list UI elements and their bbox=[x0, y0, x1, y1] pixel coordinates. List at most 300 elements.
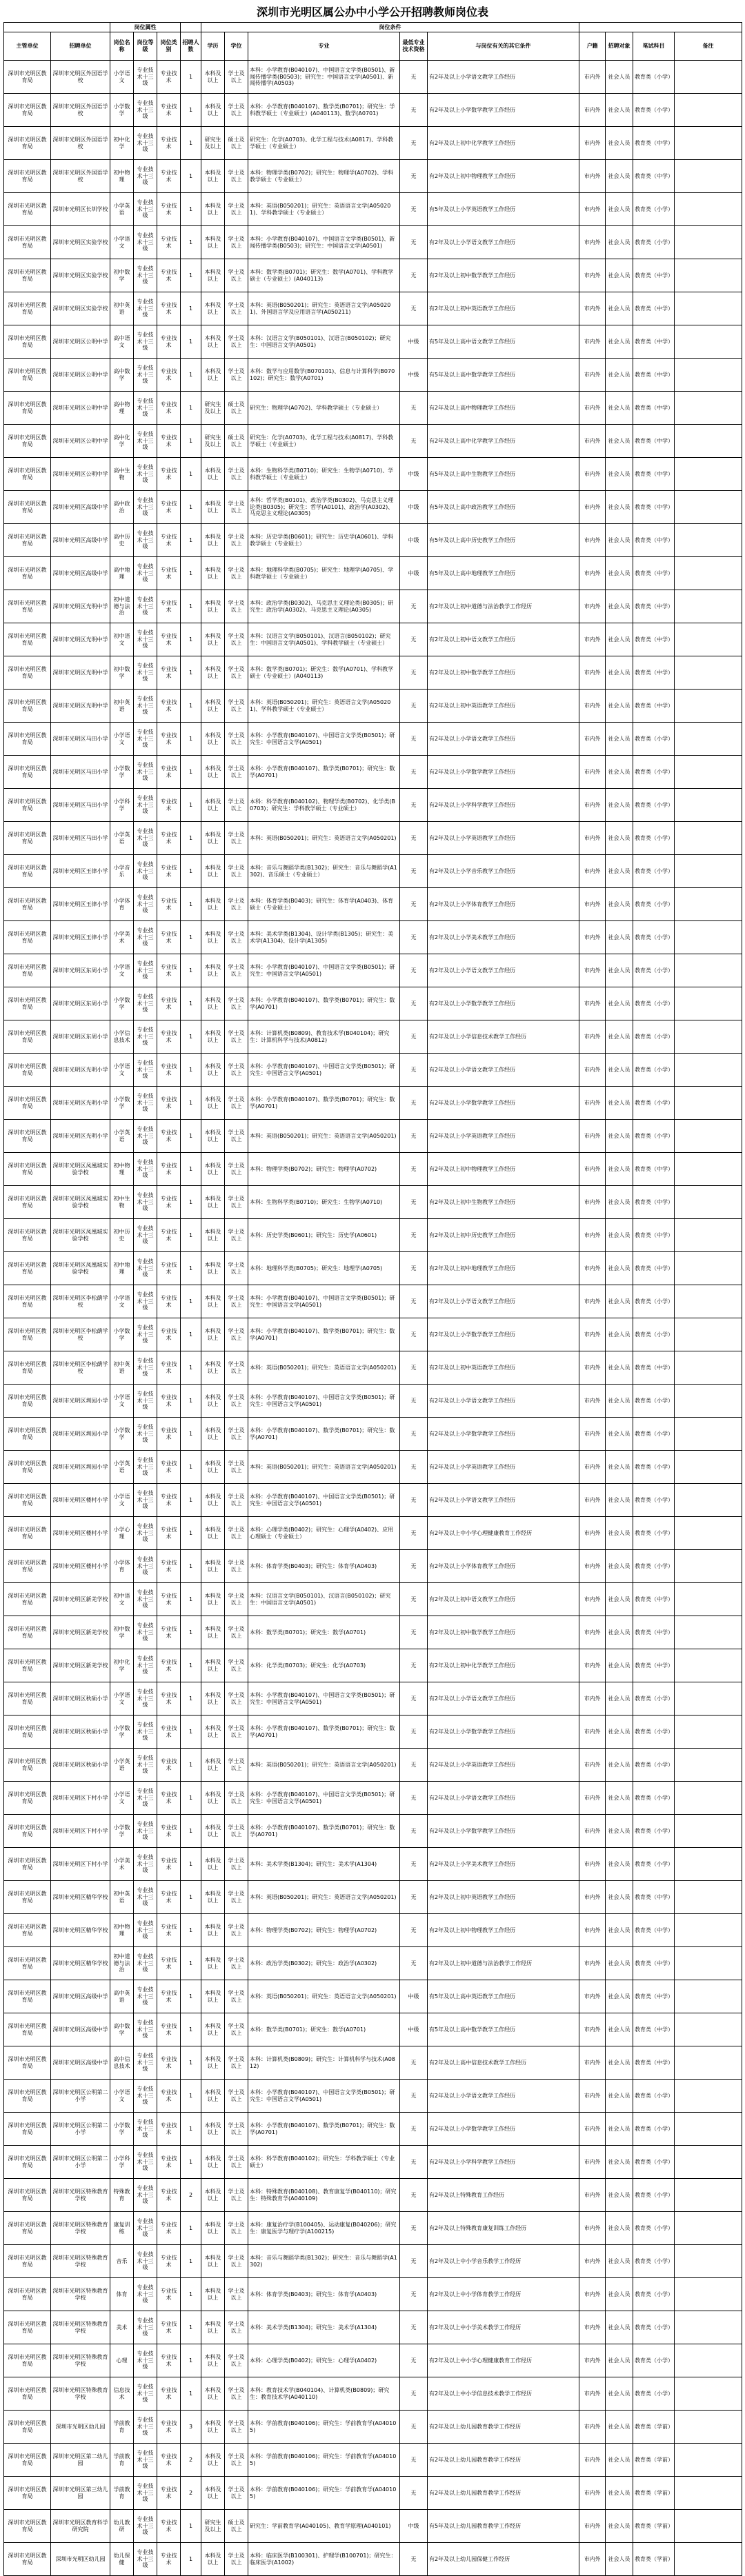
cell-target: 社会人员 bbox=[606, 2344, 633, 2377]
cell-post-name: 小学数学 bbox=[110, 1087, 134, 1120]
cell-post-level: 专业技术十三级 bbox=[134, 1583, 157, 1616]
cell-post-name: 小学音乐 bbox=[110, 855, 134, 888]
cell-post-name: 小学语文 bbox=[110, 1782, 134, 1815]
cell-post-name: 高中数学 bbox=[110, 359, 134, 392]
cell-remark bbox=[675, 2344, 742, 2377]
cell-other-cond: 有2年及以上初中物理教学工作经历 bbox=[428, 1914, 579, 1947]
cell-degree: 学士及以上 bbox=[225, 61, 248, 94]
cell-headcount: 1 bbox=[181, 1682, 201, 1715]
cell-hukou: 市内外 bbox=[579, 359, 606, 392]
cell-employer: 深圳市光明区光明中学 bbox=[51, 623, 110, 656]
cell-target: 社会人员 bbox=[606, 325, 633, 359]
cell-post-name: 幼儿保健 bbox=[110, 2543, 134, 2576]
cell-target: 社会人员 bbox=[606, 1418, 633, 1451]
cell-education: 本科及以上 bbox=[201, 987, 225, 1020]
cell-degree: 学士及以上 bbox=[225, 987, 248, 1020]
cell-title-req: 中级 bbox=[400, 491, 428, 524]
cell-title-req: 无 bbox=[400, 61, 428, 94]
cell-headcount: 2 bbox=[181, 2179, 201, 2212]
cell-degree: 学士及以上 bbox=[225, 1980, 248, 2013]
cell-remark bbox=[675, 193, 742, 226]
cell-employer: 深圳市光明区公明中学 bbox=[51, 425, 110, 458]
cell-target: 社会人员 bbox=[606, 392, 633, 425]
cell-education: 本科及以上 bbox=[201, 325, 225, 359]
cell-hukou: 市内外 bbox=[579, 1120, 606, 1153]
cell-post-name: 初中物理 bbox=[110, 1914, 134, 1947]
cell-post-name: 幼儿教研 bbox=[110, 2510, 134, 2543]
cell-post-name: 高中物理 bbox=[110, 392, 134, 425]
table-row bbox=[4, 2543, 742, 2576]
cell-dept: 深圳市光明区教育局 bbox=[4, 855, 51, 888]
cell-degree: 学士及以上 bbox=[225, 1815, 248, 1848]
cell-employer: 深圳市光明区高级中学 bbox=[51, 2046, 110, 2080]
cell-headcount: 1 bbox=[181, 2046, 201, 2080]
cell-target: 社会人员 bbox=[606, 590, 633, 623]
cell-major: 本科：小学教育(B040107)、中国语言文学类(B0501)；研究生：中国语言文学(A0501) bbox=[248, 1285, 400, 1318]
cell-hukou: 市内外 bbox=[579, 1451, 606, 1484]
cell-headcount: 1 bbox=[181, 2377, 201, 2411]
cell-post-name: 初中语文 bbox=[110, 623, 134, 656]
cell-dept: 深圳市光明区教育局 bbox=[4, 656, 51, 690]
cell-dept: 深圳市光明区教育局 bbox=[4, 1649, 51, 1682]
cell-remark bbox=[675, 1583, 742, 1616]
cell-education: 本科及以上 bbox=[201, 1782, 225, 1815]
cell-education: 本科及以上 bbox=[201, 789, 225, 822]
cell-dept: 深圳市光明区教育局 bbox=[4, 292, 51, 325]
cell-education: 本科及以上 bbox=[201, 855, 225, 888]
cell-target: 社会人员 bbox=[606, 1517, 633, 1550]
cell-hukou: 市内外 bbox=[579, 2245, 606, 2278]
cell-degree: 学士及以上 bbox=[225, 1318, 248, 1351]
cell-remark bbox=[675, 921, 742, 954]
cell-post-type: 专业技术 bbox=[157, 1020, 181, 1054]
cell-dept: 深圳市光明区教育局 bbox=[4, 1980, 51, 2013]
col-header: 招聘对象 bbox=[606, 32, 633, 61]
cell-hukou: 市内外 bbox=[579, 61, 606, 94]
cell-headcount: 1 bbox=[181, 2543, 201, 2576]
cell-major: 本科：科学教育(B040102)、物理学类(B0702)、化学类(B0703)；研究生：学科教学硕士（专业硕士） bbox=[248, 789, 400, 822]
cell-post-type: 专业技术 bbox=[157, 2510, 181, 2543]
cell-employer: 深圳市光明区高级中学 bbox=[51, 2013, 110, 2046]
cell-title-req: 无 bbox=[400, 1881, 428, 1914]
cell-major: 本科：小学教育(B040107)、数学类(B0701)；研究生：数学(A0701) bbox=[248, 1087, 400, 1120]
header-empty-left bbox=[4, 23, 110, 32]
cell-employer: 深圳市光明区下村小学 bbox=[51, 1848, 110, 1881]
col-header: 学位 bbox=[225, 32, 248, 61]
cell-post-name: 高中化学 bbox=[110, 425, 134, 458]
table-row bbox=[4, 723, 742, 756]
cell-post-type: 专业技术 bbox=[157, 325, 181, 359]
cell-dept: 深圳市光明区教育局 bbox=[4, 1285, 51, 1318]
cell-degree: 学士及以上 bbox=[225, 1715, 248, 1749]
cell-degree: 学士及以上 bbox=[225, 160, 248, 193]
cell-major: 本科：物理学类(B0702)；研究生：物理学(A0702)、学科教学硕士（专业硕士） bbox=[248, 160, 400, 193]
table-row bbox=[4, 359, 742, 392]
cell-post-name: 小学数学 bbox=[110, 1418, 134, 1451]
cell-headcount: 1 bbox=[181, 1782, 201, 1815]
table-row bbox=[4, 1583, 742, 1616]
cell-dept: 深圳市光明区教育局 bbox=[4, 1682, 51, 1715]
cell-title-req: 无 bbox=[400, 1153, 428, 1186]
cell-post-type: 专业技术 bbox=[157, 127, 181, 160]
cell-remark bbox=[675, 2013, 742, 2046]
cell-remark bbox=[675, 1351, 742, 1385]
cell-headcount: 1 bbox=[181, 1054, 201, 1087]
cell-exam-subject: 教育类（小学） bbox=[633, 1020, 675, 1054]
cell-other-cond: 有2年及以上初中语文教学工作经历 bbox=[428, 1583, 579, 1616]
cell-other-cond: 有2年及以上小学数学教学工作经历 bbox=[428, 1418, 579, 1451]
cell-degree: 学士及以上 bbox=[225, 1351, 248, 1385]
table-row bbox=[4, 2444, 742, 2477]
cell-other-cond: 有2年及以上小学数学教学工作经历 bbox=[428, 1318, 579, 1351]
cell-post-type: 专业技术 bbox=[157, 2245, 181, 2278]
cell-exam-subject: 教育类（中学） bbox=[633, 1616, 675, 1649]
cell-major: 本科：小学教育(B040107)、数学类(B0701)；研究生：数学(A0701) bbox=[248, 987, 400, 1020]
cell-post-type: 专业技术 bbox=[157, 2146, 181, 2179]
cell-hukou: 市内外 bbox=[579, 392, 606, 425]
cell-major: 研究生：学前教育学(A040105)、教育学原理(A040101) bbox=[248, 2510, 400, 2543]
cell-target: 社会人员 bbox=[606, 1285, 633, 1318]
cell-headcount: 1 bbox=[181, 61, 201, 94]
cell-remark bbox=[675, 1153, 742, 1186]
cell-other-cond: 有2年及以上小学数学教学工作经历 bbox=[428, 1087, 579, 1120]
cell-degree: 学士及以上 bbox=[225, 2444, 248, 2477]
cell-headcount: 1 bbox=[181, 1715, 201, 1749]
cell-employer: 深圳市光明区精华学校 bbox=[51, 1881, 110, 1914]
cell-remark bbox=[675, 392, 742, 425]
cell-post-level: 专业技术十三级 bbox=[134, 2510, 157, 2543]
cell-post-level: 专业技术十三级 bbox=[134, 1285, 157, 1318]
header-group-row bbox=[4, 23, 742, 32]
cell-post-name: 小学数学 bbox=[110, 1715, 134, 1749]
table-row bbox=[4, 1153, 742, 1186]
col-header: 学历 bbox=[201, 32, 225, 61]
cell-target: 社会人员 bbox=[606, 226, 633, 259]
cell-post-name: 初中道德与法治 bbox=[110, 1947, 134, 1980]
cell-post-name: 小学数学 bbox=[110, 1318, 134, 1351]
cell-degree: 学士及以上 bbox=[225, 359, 248, 392]
cell-degree: 学士及以上 bbox=[225, 1749, 248, 1782]
cell-title-req: 无 bbox=[400, 259, 428, 292]
cell-post-level: 专业技术十三级 bbox=[134, 2377, 157, 2411]
cell-education: 本科及以上 bbox=[201, 2113, 225, 2146]
cell-other-cond: 有2年及以上小学数学教学工作经历 bbox=[428, 987, 579, 1020]
cell-remark bbox=[675, 1484, 742, 1517]
cell-major: 本科：计算机类(B0809)；研究生：计算机科学与技术(A0812) bbox=[248, 2046, 400, 2080]
cell-post-name: 小学语文 bbox=[110, 1054, 134, 1087]
cell-headcount: 1 bbox=[181, 524, 201, 557]
cell-other-cond: 有2年及以上小学数学教学工作经历 bbox=[428, 94, 579, 127]
cell-other-cond: 有2年及以上小学数学教学工作经历 bbox=[428, 1715, 579, 1749]
table-row bbox=[4, 1120, 742, 1153]
cell-post-level: 专业技术十三级 bbox=[134, 1980, 157, 2013]
cell-dept: 深圳市光明区教育局 bbox=[4, 226, 51, 259]
cell-title-req: 无 bbox=[400, 855, 428, 888]
cell-post-name: 小学语文 bbox=[110, 2080, 134, 2113]
cell-post-type: 专业技术 bbox=[157, 2377, 181, 2411]
cell-employer: 深圳市光明区秋硕小学 bbox=[51, 1715, 110, 1749]
cell-headcount: 1 bbox=[181, 392, 201, 425]
cell-education: 本科及以上 bbox=[201, 193, 225, 226]
cell-title-req: 无 bbox=[400, 1749, 428, 1782]
cell-education: 本科及以上 bbox=[201, 1749, 225, 1782]
cell-exam-subject: 教育类（小学） bbox=[633, 1682, 675, 1715]
cell-exam-subject: 教育类（中学） bbox=[633, 259, 675, 292]
cell-remark bbox=[675, 1020, 742, 1054]
cell-hukou: 市内外 bbox=[579, 756, 606, 789]
cell-post-name: 高中历史 bbox=[110, 524, 134, 557]
cell-post-level: 专业技术十三级 bbox=[134, 524, 157, 557]
cell-dept: 深圳市光明区教育局 bbox=[4, 590, 51, 623]
cell-other-cond: 有2年及以上小学语文教学工作经历 bbox=[428, 1682, 579, 1715]
cell-employer: 深圳市光明区圳园小学 bbox=[51, 1451, 110, 1484]
cell-post-type: 专业技术 bbox=[157, 656, 181, 690]
cell-exam-subject: 教育类（小学） bbox=[633, 2212, 675, 2245]
cell-education: 本科及以上 bbox=[201, 1914, 225, 1947]
cell-target: 社会人员 bbox=[606, 1153, 633, 1186]
cell-hukou: 市内外 bbox=[579, 2179, 606, 2212]
cell-exam-subject: 教育类（小学） bbox=[633, 1120, 675, 1153]
table-row bbox=[4, 325, 742, 359]
cell-degree: 学士及以上 bbox=[225, 2477, 248, 2510]
cell-remark bbox=[675, 1318, 742, 1351]
cell-employer: 深圳市光明区下村小学 bbox=[51, 1782, 110, 1815]
cell-education: 本科及以上 bbox=[201, 226, 225, 259]
cell-target: 社会人员 bbox=[606, 557, 633, 590]
cell-hukou: 市内外 bbox=[579, 1583, 606, 1616]
cell-employer: 深圳市光明区下村小学 bbox=[51, 1815, 110, 1848]
cell-major: 本科：小学教育(B040107)、数学类(B0701)；研究生：数学(A0701) bbox=[248, 2113, 400, 2146]
cell-target: 社会人员 bbox=[606, 2444, 633, 2477]
cell-hukou: 市内外 bbox=[579, 1749, 606, 1782]
cell-degree: 学士及以上 bbox=[225, 1848, 248, 1881]
cell-post-level: 专业技术十三级 bbox=[134, 690, 157, 723]
cell-major: 本科：特殊教育(B040108)、教育康复学(B040110)；研究生：特殊教育学(A040109) bbox=[248, 2179, 400, 2212]
cell-headcount: 1 bbox=[181, 325, 201, 359]
cell-post-name: 初中生物 bbox=[110, 1186, 134, 1219]
cell-education: 本科及以上 bbox=[201, 1418, 225, 1451]
cell-post-level: 专业技术十三级 bbox=[134, 1616, 157, 1649]
cell-post-level: 专业技术十三级 bbox=[134, 2543, 157, 2576]
header-empty-right bbox=[579, 23, 742, 32]
cell-dept: 深圳市光明区教育局 bbox=[4, 2377, 51, 2411]
cell-major: 本科：物理学类(B0702)；研究生：物理学(A0702) bbox=[248, 1153, 400, 1186]
cell-other-cond: 有2年及以上初中生物教学工作经历 bbox=[428, 1186, 579, 1219]
cell-remark bbox=[675, 325, 742, 359]
cell-title-req: 无 bbox=[400, 2080, 428, 2113]
cell-exam-subject: 教育类（中学） bbox=[633, 623, 675, 656]
recruitment-table bbox=[3, 22, 742, 2576]
cell-post-level: 专业技术十三级 bbox=[134, 392, 157, 425]
cell-dept: 深圳市光明区教育局 bbox=[4, 1749, 51, 1782]
table-row bbox=[4, 193, 742, 226]
cell-hukou: 市内外 bbox=[579, 921, 606, 954]
cell-other-cond: 有5年及以上高中数学教学工作经历 bbox=[428, 359, 579, 392]
cell-other-cond: 有2年及以上小学信息技术教学工作经历 bbox=[428, 1020, 579, 1054]
cell-degree: 学士及以上 bbox=[225, 226, 248, 259]
table-row bbox=[4, 1749, 742, 1782]
cell-degree: 学士及以上 bbox=[225, 2543, 248, 2576]
cell-remark bbox=[675, 2113, 742, 2146]
cell-hukou: 市内外 bbox=[579, 491, 606, 524]
cell-post-level: 专业技术十三级 bbox=[134, 1749, 157, 1782]
cell-target: 社会人员 bbox=[606, 1914, 633, 1947]
cell-employer: 深圳市光明区马田小学 bbox=[51, 789, 110, 822]
cell-title-req: 无 bbox=[400, 2543, 428, 2576]
cell-hukou: 市内外 bbox=[579, 2212, 606, 2245]
cell-post-type: 专业技术 bbox=[157, 2411, 181, 2444]
cell-dept: 深圳市光明区教育局 bbox=[4, 2311, 51, 2344]
cell-headcount: 1 bbox=[181, 2013, 201, 2046]
cell-post-type: 专业技术 bbox=[157, 690, 181, 723]
cell-employer: 深圳市光明区李松蓢学校 bbox=[51, 1285, 110, 1318]
cell-other-cond: 有2年及以上中小学美术教学工作经历 bbox=[428, 2311, 579, 2344]
cell-hukou: 市内外 bbox=[579, 1649, 606, 1682]
cell-target: 社会人员 bbox=[606, 756, 633, 789]
cell-headcount: 2 bbox=[181, 2444, 201, 2477]
document-sheet bbox=[3, 0, 742, 2576]
cell-remark bbox=[675, 1881, 742, 1914]
cell-target: 社会人员 bbox=[606, 789, 633, 822]
cell-education: 本科及以上 bbox=[201, 1616, 225, 1649]
cell-headcount: 1 bbox=[181, 1815, 201, 1848]
cell-dept: 深圳市光明区教育局 bbox=[4, 623, 51, 656]
table-row bbox=[4, 1947, 742, 1980]
cell-hukou: 市内外 bbox=[579, 94, 606, 127]
cell-title-req: 无 bbox=[400, 1285, 428, 1318]
cell-dept: 深圳市光明区教育局 bbox=[4, 2080, 51, 2113]
cell-major: 本科：科学教育(B040102)；研究生：学科教学硕士（专业硕士） bbox=[248, 2146, 400, 2179]
cell-post-name: 小学语文 bbox=[110, 1285, 134, 1318]
cell-employer: 深圳市光明区特殊教育学校 bbox=[51, 2278, 110, 2311]
cell-exam-subject: 教育类（中学） bbox=[633, 1980, 675, 2013]
cell-other-cond: 有5年及以上高中历史教学工作经历 bbox=[428, 524, 579, 557]
cell-post-name: 小学信息技术 bbox=[110, 1020, 134, 1054]
cell-post-name: 小学科学 bbox=[110, 2146, 134, 2179]
cell-degree: 学士及以上 bbox=[225, 1054, 248, 1087]
cell-remark bbox=[675, 1649, 742, 1682]
table-row bbox=[4, 1914, 742, 1947]
cell-title-req: 无 bbox=[400, 1252, 428, 1285]
cell-exam-subject: 教育类（小学） bbox=[633, 1484, 675, 1517]
cell-title-req: 无 bbox=[400, 425, 428, 458]
cell-headcount: 1 bbox=[181, 259, 201, 292]
cell-post-type: 专业技术 bbox=[157, 2013, 181, 2046]
cell-other-cond: 有2年及以上小学语文教学工作经历 bbox=[428, 954, 579, 987]
cell-hukou: 市内外 bbox=[579, 987, 606, 1020]
cell-other-cond: 有2年及以上初中化学教学工作经历 bbox=[428, 127, 579, 160]
cell-post-level: 专业技术十三级 bbox=[134, 292, 157, 325]
cell-major: 本科：小学教育(B040107)、数学类(B0701)；研究生：数学(A0701) bbox=[248, 1318, 400, 1351]
cell-title-req: 无 bbox=[400, 1815, 428, 1848]
cell-headcount: 1 bbox=[181, 1980, 201, 2013]
cell-degree: 学士及以上 bbox=[225, 1583, 248, 1616]
cell-title-req: 无 bbox=[400, 1418, 428, 1451]
cell-education: 本科及以上 bbox=[201, 1054, 225, 1087]
cell-headcount: 1 bbox=[181, 1649, 201, 1682]
cell-target: 社会人员 bbox=[606, 1385, 633, 1418]
table-row bbox=[4, 1848, 742, 1881]
cell-post-level: 专业技术十三级 bbox=[134, 2212, 157, 2245]
cell-other-cond: 有2年及以上中小学心理健康教育工作经历 bbox=[428, 1517, 579, 1550]
cell-employer: 深圳市光明区长圳学校 bbox=[51, 193, 110, 226]
cell-headcount: 1 bbox=[181, 2080, 201, 2113]
cell-other-cond: 有2年及以上初中物理教学工作经历 bbox=[428, 1153, 579, 1186]
cell-other-cond: 有2年及以上特殊教育康复训练工作经历 bbox=[428, 2212, 579, 2245]
table-row bbox=[4, 2510, 742, 2543]
table-row bbox=[4, 226, 742, 259]
cell-post-level: 专业技术十三级 bbox=[134, 458, 157, 491]
table-row bbox=[4, 425, 742, 458]
cell-post-type: 专业技术 bbox=[157, 2477, 181, 2510]
table-row bbox=[4, 1087, 742, 1120]
cell-other-cond: 有2年及以上幼儿园教育教学工作经历 bbox=[428, 2477, 579, 2510]
cell-degree: 学士及以上 bbox=[225, 557, 248, 590]
cell-degree: 学士及以上 bbox=[225, 2245, 248, 2278]
cell-other-cond: 有2年及以上初中物理教学工作经历 bbox=[428, 160, 579, 193]
cell-hukou: 市内外 bbox=[579, 1020, 606, 1054]
cell-title-req: 无 bbox=[400, 1914, 428, 1947]
cell-degree: 学士及以上 bbox=[225, 1484, 248, 1517]
cell-employer: 深圳市光明区马田小学 bbox=[51, 756, 110, 789]
cell-title-req: 无 bbox=[400, 822, 428, 855]
cell-degree: 学士及以上 bbox=[225, 2179, 248, 2212]
cell-exam-subject: 教育类（小学） bbox=[633, 789, 675, 822]
cell-title-req: 无 bbox=[400, 226, 428, 259]
cell-employer: 深圳市光明区凤凰城实验学校 bbox=[51, 1186, 110, 1219]
table-row bbox=[4, 855, 742, 888]
cell-remark bbox=[675, 723, 742, 756]
cell-post-type: 专业技术 bbox=[157, 2444, 181, 2477]
cell-degree: 学士及以上 bbox=[225, 2278, 248, 2311]
cell-remark bbox=[675, 690, 742, 723]
cell-headcount: 1 bbox=[181, 2344, 201, 2377]
cell-post-level: 专业技术十三级 bbox=[134, 2444, 157, 2477]
cell-headcount: 1 bbox=[181, 2113, 201, 2146]
cell-title-req: 中级 bbox=[400, 557, 428, 590]
cell-target: 社会人员 bbox=[606, 2080, 633, 2113]
cell-exam-subject: 教育类（小学） bbox=[633, 1451, 675, 1484]
cell-other-cond: 有2年及以上幼儿园保健工作经历 bbox=[428, 2543, 579, 2576]
cell-other-cond: 有5年及以上小学英语教学工作经历 bbox=[428, 193, 579, 226]
cell-remark bbox=[675, 1616, 742, 1649]
cell-education: 本科及以上 bbox=[201, 1848, 225, 1881]
cell-dept: 深圳市光明区教育局 bbox=[4, 160, 51, 193]
cell-education: 本科及以上 bbox=[201, 690, 225, 723]
cell-post-name: 小学英语 bbox=[110, 1749, 134, 1782]
cell-hukou: 市内外 bbox=[579, 1715, 606, 1749]
cell-major: 本科：数学类(B0701)；研究生：数学(A0701)、学科教学硕士（专业硕士）(A040113) bbox=[248, 656, 400, 690]
cell-title-req: 无 bbox=[400, 292, 428, 325]
cell-remark bbox=[675, 2080, 742, 2113]
cell-degree: 学士及以上 bbox=[225, 2377, 248, 2411]
cell-headcount: 1 bbox=[181, 1517, 201, 1550]
cell-headcount: 1 bbox=[181, 1418, 201, 1451]
cell-target: 社会人员 bbox=[606, 2013, 633, 2046]
cell-hukou: 市内外 bbox=[579, 590, 606, 623]
cell-remark bbox=[675, 2377, 742, 2411]
cell-dept: 深圳市光明区教育局 bbox=[4, 987, 51, 1020]
cell-dept: 深圳市光明区教育局 bbox=[4, 1020, 51, 1054]
cell-dept: 深圳市光明区教育局 bbox=[4, 1848, 51, 1881]
cell-exam-subject: 教育类（小学） bbox=[633, 2278, 675, 2311]
cell-post-level: 专业技术十三级 bbox=[134, 590, 157, 623]
cell-dept: 深圳市光明区教育局 bbox=[4, 888, 51, 921]
cell-post-type: 专业技术 bbox=[157, 193, 181, 226]
cell-hukou: 市内外 bbox=[579, 656, 606, 690]
cell-target: 社会人员 bbox=[606, 1682, 633, 1715]
table-row bbox=[4, 690, 742, 723]
